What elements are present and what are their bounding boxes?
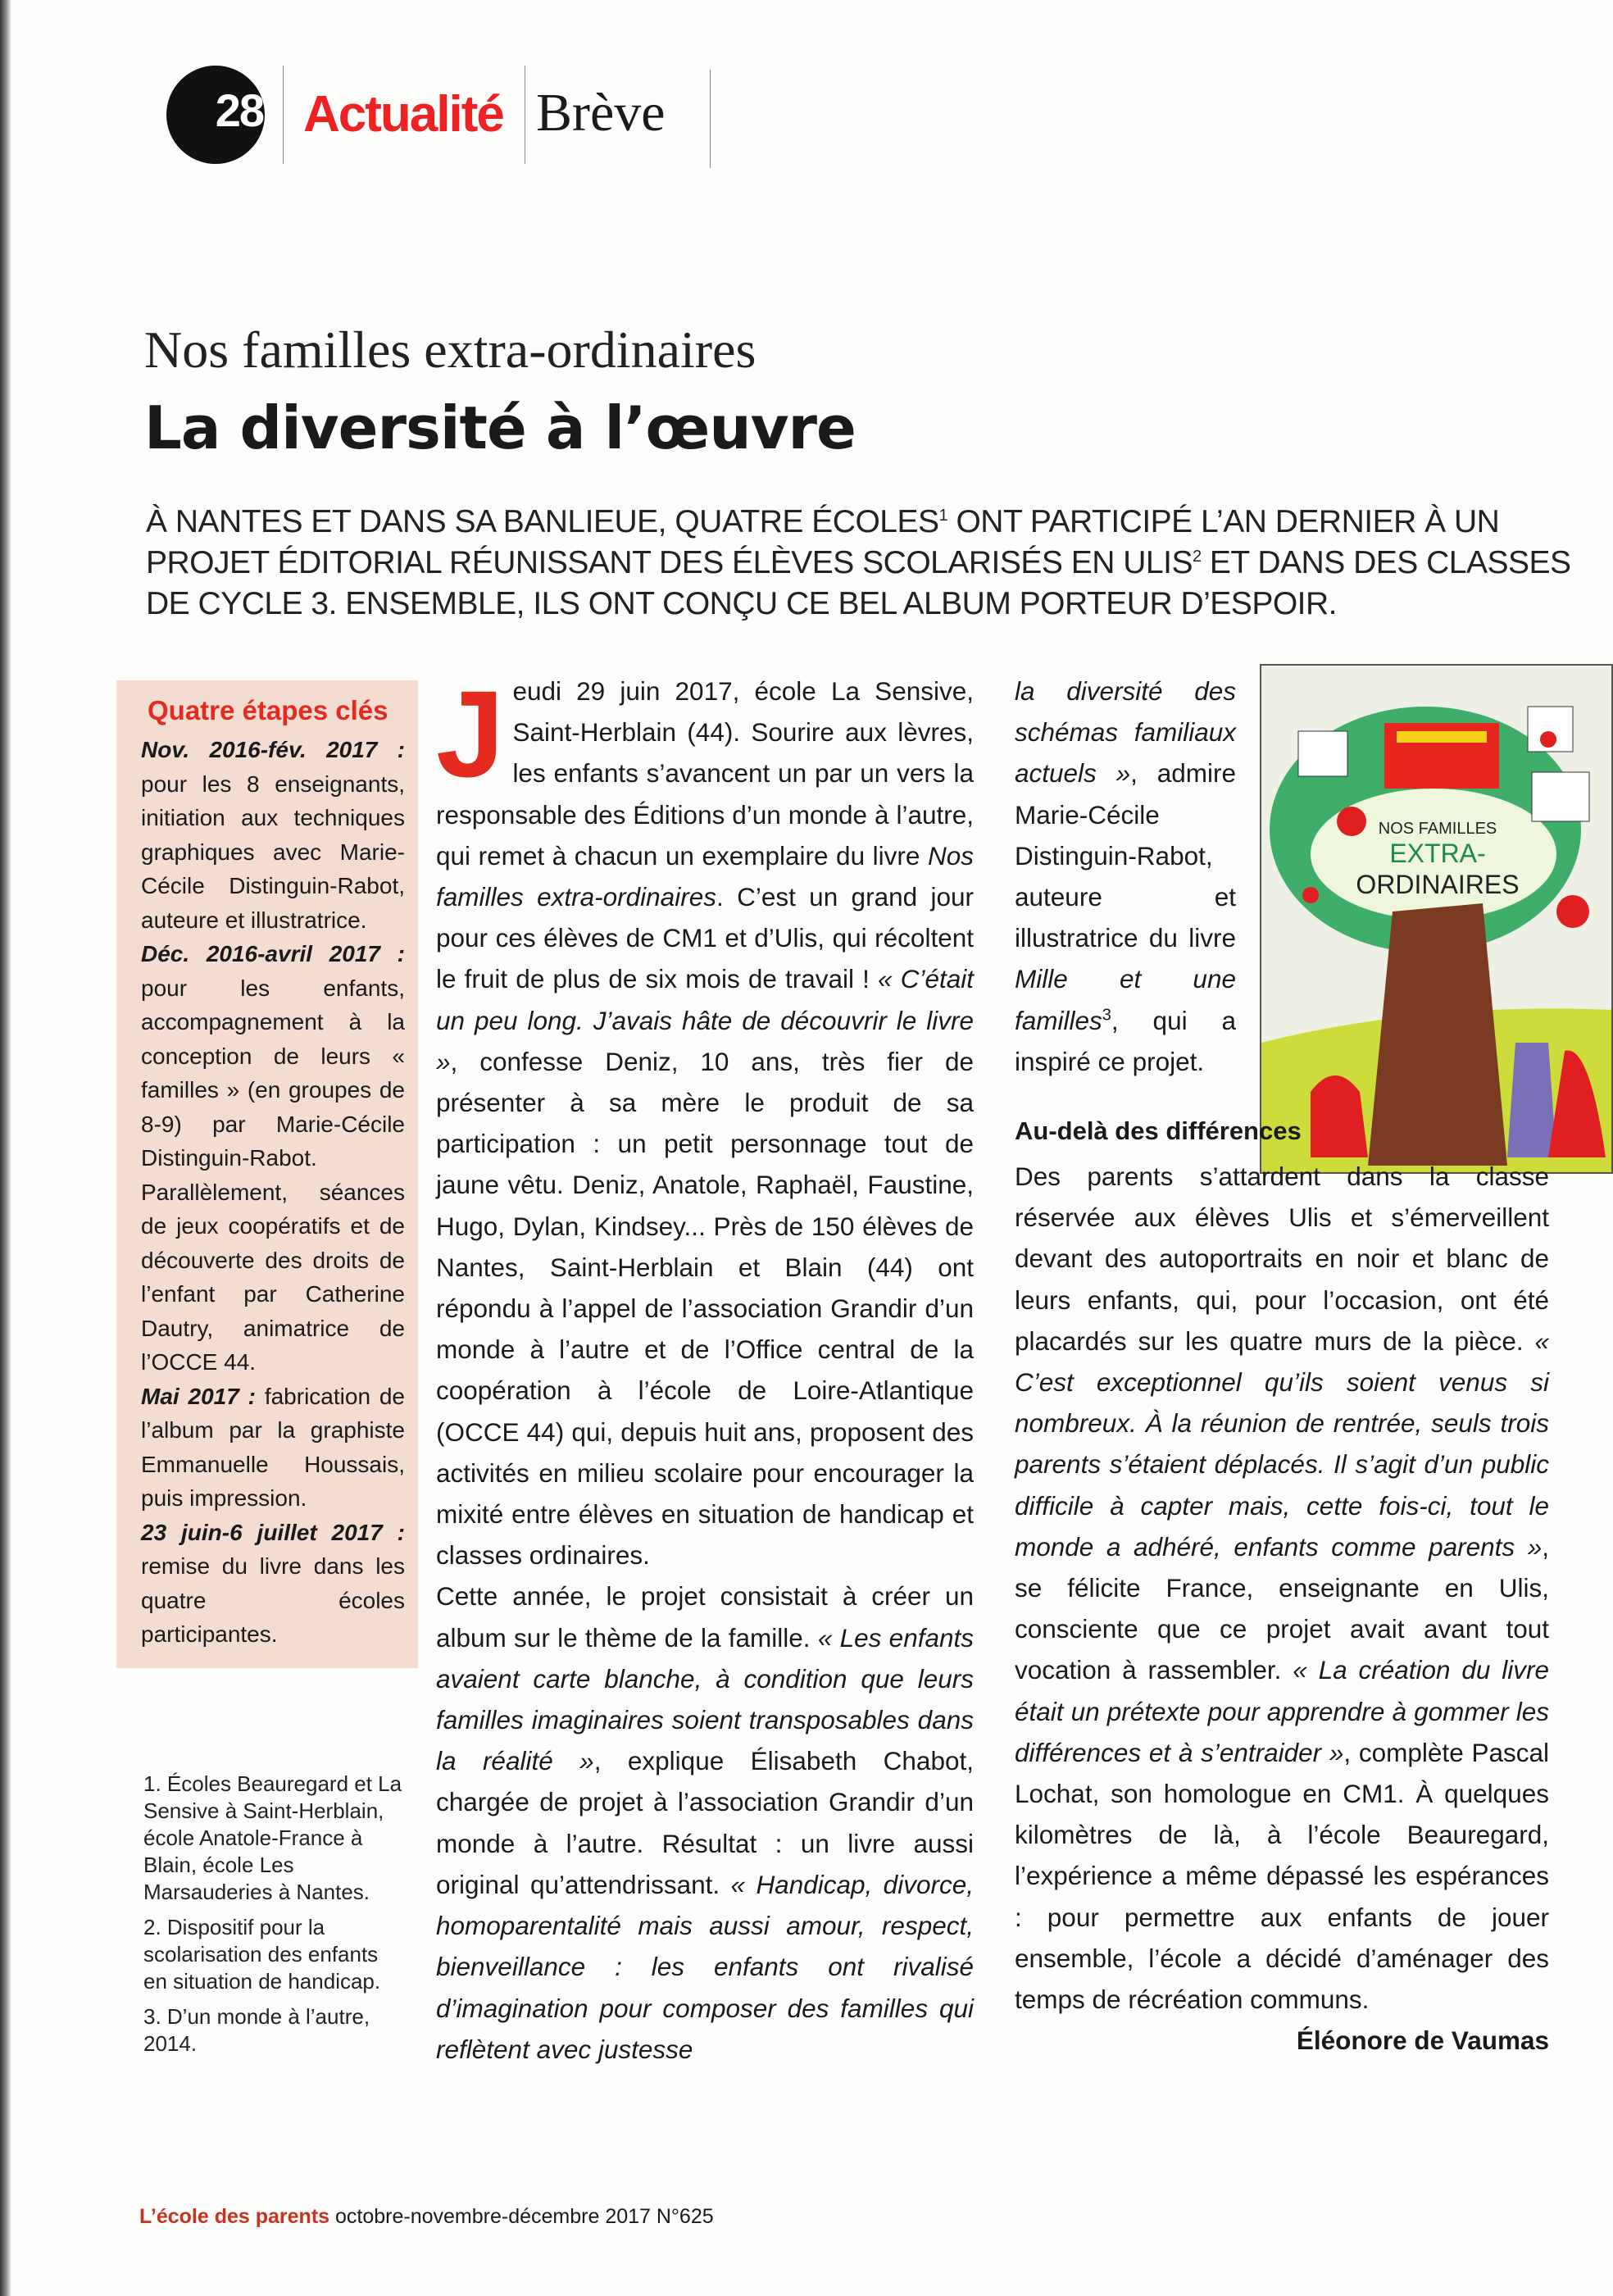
- text-run: , qui a inspiré ce projet.: [1015, 1005, 1236, 1076]
- step-text: fabrication de l’album par la graphiste Emmanuelle Houssais, puis impression.: [141, 1383, 405, 1511]
- text-run: Des parents s’attardent dans la classe réservée aux élèves Ulis et s’émerveillent devant des autoportraits en noir et blanc de leurs enfants, qui, pour l’occasion, ont été placardés sur les quatre murs de la pièce.: [1015, 1162, 1549, 1356]
- page-footer: [139, 2205, 714, 2229]
- text-run: Cette année, le projet consistait à créer un album sur le thème de la famille.: [436, 1581, 974, 1653]
- footnote-ref: 2: [1192, 548, 1202, 566]
- step-text: remise du livre dans les quatre écoles participantes.: [141, 1553, 405, 1647]
- drop-cap: J: [436, 665, 505, 802]
- cover-title-line3: ORDINAIRES: [1356, 870, 1520, 899]
- divider: [283, 66, 284, 164]
- paragraph: [436, 1575, 974, 2069]
- footnote-ref: 3: [1102, 1006, 1111, 1025]
- footnote-ref: 1: [938, 507, 948, 525]
- step-text: pour les enfants, accompagnement à la conception de leurs « familles » (en groupes de 8-9) par Marie-Cécile Distinguin-Rabot. Parallèlement, séances de jeux coopératifs et de découverte des droits de l’enfant par Catherine Dautry, animatrice de l’OCCE 44.: [141, 975, 405, 1375]
- page-edge-shadow: [0, 0, 11, 2296]
- text-run: « C’était un peu long. J’avais hâte de découvrir le livre »: [436, 964, 974, 1076]
- text-run: ET DANS DES CLASSES DE CYCLE 3. ENSEMBLE, ILS ONT CONÇU CE BEL ALBUM PORTEUR D’ESPOIR.: [146, 545, 1571, 621]
- article-title: Nos familles extra-ordinaires: [144, 321, 757, 379]
- text-run: « La création du livre était un prétexte pour apprendre à gommer les différences et à s’entraider »: [1015, 1655, 1550, 1767]
- divider: [710, 70, 711, 168]
- paragraph: [436, 665, 974, 1575]
- text-run: Mille et une familles: [1015, 964, 1236, 1035]
- paragraph: [1015, 1156, 1549, 2020]
- text-run: « C’est exceptionnel qu’ils soient venus si nombreux. À la réunion de rentrée, seuls trois parents s’étaient déplacés. Il s’agit d’un public difficile à capter mais, cette fois-ci, tout le monde a adhéré, enfants comme parents »: [1015, 1325, 1549, 1562]
- text-run: À NANTES ET DANS SA BANLIEUE, QUATRE ÉCOLES: [146, 504, 939, 539]
- cover-title-line1: NOS FAMILLES: [1378, 820, 1497, 838]
- step-text: pour les 8 enseignants, initiation aux techniques graphiques avec Marie-Cécile Distinguin-Rabot, auteure et illustratrice.: [141, 771, 405, 933]
- footnote: 1. Écoles Beauregard et La Sensive à Saint-Herblain, école Anatole-France à Blain, école Les Marsauderies à Nantes.: [143, 1771, 402, 1904]
- magazine-name: L’école des parents: [139, 2205, 330, 2228]
- text-run: eudi 29 juin 2017, école La Sensive, Saint-Herblain (44). Sourire aux lèvres, les enfants s’avancent un par un vers la responsable des Éditions d’un monde à l’autre, qui remet à chacun un exemplaire du livre: [436, 676, 974, 871]
- step-date: 23 juin-6 juillet 2017 :: [141, 1519, 405, 1545]
- text-run: , admire Marie-Cécile Distinguin-Rabot, auteure et illustratrice du livre: [1015, 758, 1236, 953]
- text-run: « Handicap, divorce, homoparentalité mais aussi amour, respect, bienveillance : les enfants ont rivalisé d’imagination pour composer des familles qui reflètent avec justesse: [436, 1869, 974, 2064]
- page-number: 28: [215, 84, 263, 136]
- step-date: Nov. 2016-fév. 2017 :: [141, 737, 405, 762]
- author-signature: Éléonore de Vaumas: [1296, 2025, 1549, 2056]
- text-run: . C’est un grand jour pour ces élèves de CM1 et d’Ulis, qui récoltent le fruit de plus de six mois de travail !: [436, 882, 974, 994]
- issue-info: octobre-novembre-décembre 2017 N°625: [335, 2205, 714, 2228]
- text-run: Nos familles extra-ordinaires: [436, 840, 974, 912]
- text-run: , confesse Deniz, 10 ans, très fier de présenter à sa mère le produit de sa participation : un petit personnage tout de jaune vêtu. Deniz, Anatole, Raphaël, Faustine, Hugo, Dylan, Kindsey... Près de 150 élèves de Nantes, Saint-Herblain et Blain (44) ont répondu à l’appel de l’association Grandir d’un monde à l’autre et de l’Office central de la coopération à l’école de Loire-Atlantique (OCCE 44) qui, depuis huit ans, proposent des activités en milieu scolaire pour encourager la mixité entre élèves en situation de handicap et classes ordinaires.: [436, 1046, 974, 1571]
- footnotes: [143, 1771, 406, 2066]
- text-run: , complète Pascal Lochat, son homologue en CM1. À quelques kilomètres de là, à l’école Beauregard, l’expérience a même dépassé les espérances : pour permettre aux enfants de jouer ensemble, l’école a décidé d’aménager des temps de récréation communs.: [1015, 1737, 1549, 2015]
- section-subrubric: Brève: [536, 83, 666, 143]
- text-run: la diversité des schémas familiaux actuels »: [1015, 676, 1236, 789]
- footnote: 3. D’un monde à l’autre, 2014.: [143, 2004, 370, 2056]
- article-subtitle: La diversité à l’œuvre: [144, 393, 856, 462]
- text-run: , explique Élisabeth Chabot, chargée de projet à l’association Grandir d’un monde à l’autre. Résultat : un livre aussi original qu’attendrissant.: [436, 1746, 974, 1899]
- sidebar-key-steps: [116, 680, 418, 1668]
- sidebar-title: Quatre étapes clés: [148, 695, 388, 725]
- text-run: , se félicite France, enseignante en Ulis, consciente que ce projet avait avant tout vocation à rassembler.: [1015, 1531, 1549, 1685]
- page-number-badge: [166, 66, 265, 164]
- subheading: Au-delà des différences: [1015, 1116, 1302, 1146]
- sidebar-steps: [141, 733, 405, 1652]
- article-lead: [146, 502, 1588, 625]
- footnote: 2. Dispositif pour la scolarisation des enfants en situation de handicap.: [143, 1915, 381, 1994]
- cover-title-line2: EXTRA-: [1389, 839, 1486, 868]
- step-date: Mai 2017 :: [141, 1383, 256, 1409]
- text-run: ONT PARTICIPÉ L’AN DERNIER À UN PROJET ÉDITORIAL RÉUNISSANT DES ÉLÈVES SCOLARISÉS EN ULIS: [146, 504, 1500, 580]
- article-column-2: [436, 665, 974, 2070]
- text-run: « Les enfants avaient carte blanche, à condition que leurs familles imaginaires soient transposables dans la réalité »: [436, 1622, 974, 1776]
- paragraph: [1015, 671, 1236, 1082]
- step-date: Déc. 2016-avril 2017 :: [141, 941, 405, 966]
- article-column-3: [1015, 671, 1549, 2062]
- section-rubric: Actualité: [303, 86, 503, 143]
